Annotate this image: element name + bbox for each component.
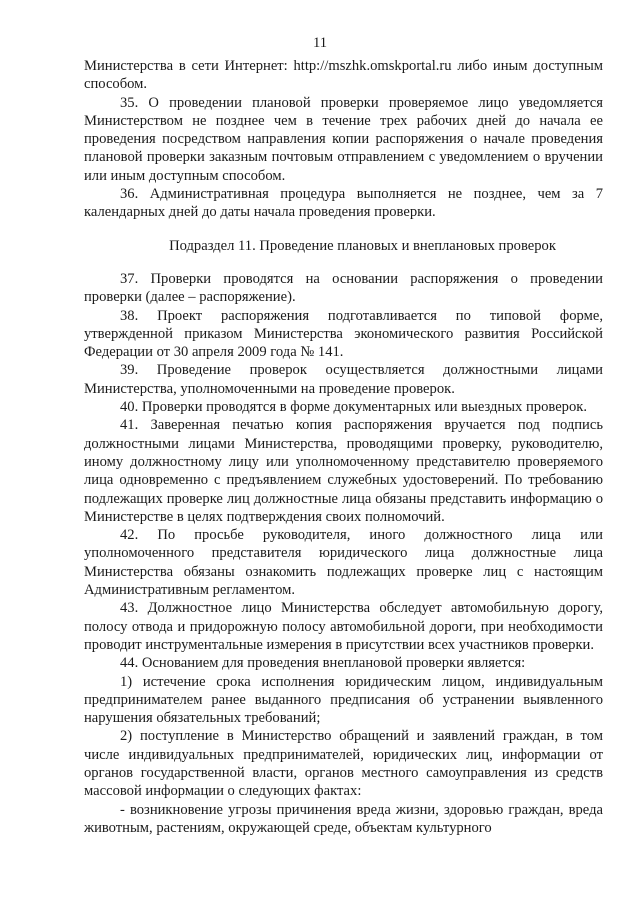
spacer [84,255,603,270]
spacer [84,222,603,237]
paragraph-44-item-2: 2) поступление в Министерство обращений и заявлений граждан, в том числе индивидуальных предпринимателей, юридических лиц, информации от органов государственной власти, органов местного самоуправления из средств массовой информации о следующих фактах: [84,728,603,800]
paragraph-41: 41. Заверенная печатью копия распоряжения вручается под подпись должностными лицами Министерства, проводящими проверку, руководителю, иному должностному лицу или уполномоченному представителю проверяемого лица одновременно с предъявлением служебных удостоверений. По требованию подлежащих проверке лиц должностные лица обязаны представить информацию о Министерстве в целях подтверждения своих полномочий. [84,417,603,525]
paragraph-43: 43. Должностное лицо Министерства обследует автомобильную дорогу, полосу отвода и придорожную полосу автомобильной дороги, при необходимости проводит инструментальные измерения в присутствии всех участников проверки. [84,600,603,653]
page-number: 11 [312,35,328,51]
paragraph-37: 37. Проверки проводятся на основании распоряжения о проведении проверки (далее – распоряжение). [84,270,603,306]
paragraph-42: 42. По просьбе руководителя, иного должностного лица или уполномоченного представителя юридического лица должностные лица Министерства обязаны ознакомить подлежащих проверке лиц с настоящим Административным регламентом. [84,527,603,599]
paragraph-38: 38. Проект распоряжения подготавливается по типовой форме, утвержденной приказом Министерства экономического развития Российской Федерации от 30 апреля 2009 года № 141. [84,307,603,361]
subsection-heading: Подраздел 11. Проведение плановых и внеплановых проверок [169,237,556,254]
paragraph-continuation: Министерства в сети Интернет: http://mszhk.omskportal.ru либо иным доступным способом. [84,58,603,93]
paragraph-44-item-2-bullet: - возникновение угрозы причинения вреда жизни, здоровью граждан, вреда животным, растениям, окружающей среде, объектам культурного [84,801,603,836]
paragraph-44: 44. Основанием для проведения внеплановой проверки является: [120,655,526,672]
paragraph-36: 36. Административная процедура выполняется не позднее, чем за 7 календарных дней до даты начала проведения проверки. [84,186,603,221]
document-body [84,57,603,837]
paragraph-40: 40. Проверки проводятся в форме документарных или выездных проверок. [120,399,588,416]
paragraph-44-item-1: 1) истечение срока исполнения юридическим лицом, индивидуальным предпринимателем ранее выданного предписания об устранении выявленного нарушения обязательных требований; [84,673,603,727]
paragraph-35: 35. О проведении плановой проверки проверяемое лицо уведомляется Министерством не позднее чем в течение трех рабочих дней до начала ее проведения посредством направления копии распоряжения о начале проведения плановой проверки заказным почтовым отправлением с уведомлением о вручении или иным доступным способом. [84,94,603,184]
paragraph-39: 39. Проведение проверок осуществляется должностными лицами Министерства, уполномоченными на проведение проверок. [84,362,603,397]
